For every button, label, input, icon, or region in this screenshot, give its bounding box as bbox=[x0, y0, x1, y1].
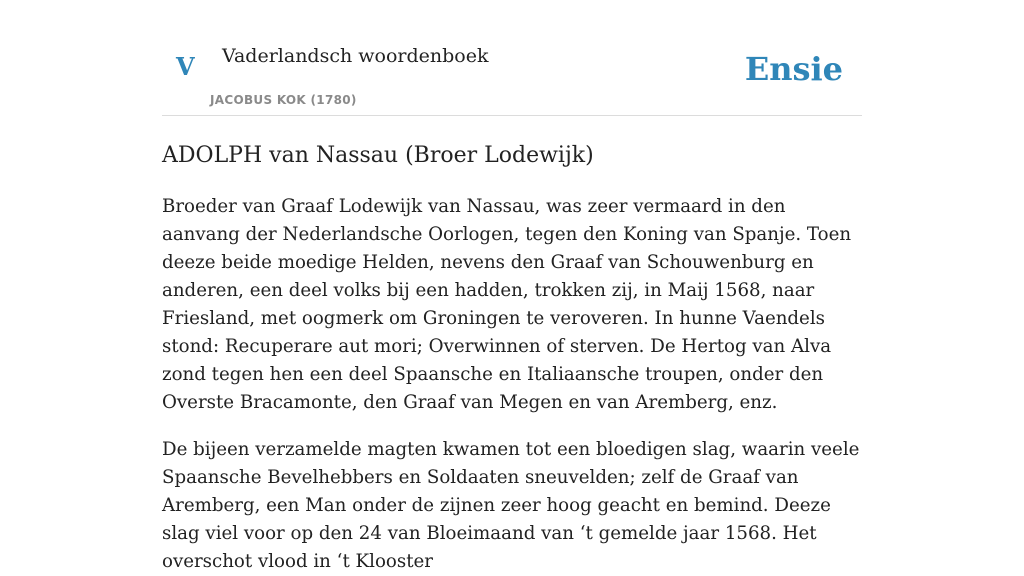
entry-body bbox=[162, 193, 862, 576]
dictionary-letter-icon: V bbox=[176, 52, 195, 81]
entry-paragraph: De bijeen verzamelde magten kwamen tot een bloedigen slag, waarin veele Spaansche Bevelhebbers en Soldaaten sneuvelden; zelf de Graaf van Aremberg, een Man onder de zijnen zeer hoog geacht en bemind. Deeze slag viel voor op den 24 van Bloeimaand van ‘t gemelde jaar 1568. Het overschot vlood in ‘t Klooster bbox=[162, 439, 860, 572]
entry-title: ADOLPH van Nassau (Broer Lodewijk) bbox=[162, 143, 594, 168]
dictionary-author: JACOBUS KOK (1780) bbox=[210, 93, 357, 107]
dictionary-title[interactable]: Vaderlandsch woordenboek bbox=[222, 45, 489, 67]
entry-paragraph: Broeder van Graaf Lodewijk van Nassau, was zeer vermaard in den aanvang der Nederlandsche Oorlogen, tegen den Koning van Spanje. Toen deeze beide moedige Helden, nevens den Graaf van Schouwenburg en anderen, een deel volks bij een hadden, trokken zij, in Maij 1568, naar Friesland, met oogmerk om Groningen te veroveren. In hunne Vaendels stond: Recuperare aut mori; Overwinnen of sterven. De Hertog van Alva zond tegen hen een deel Spaansche en Italiaansche troupen, onder den Overste Bracamonte, den Graaf van Megen en van Aremberg, enz. bbox=[162, 196, 852, 413]
page bbox=[162, 0, 862, 576]
dictionary-header bbox=[162, 0, 862, 116]
ensie-logo[interactable]: Ensie bbox=[744, 50, 843, 88]
